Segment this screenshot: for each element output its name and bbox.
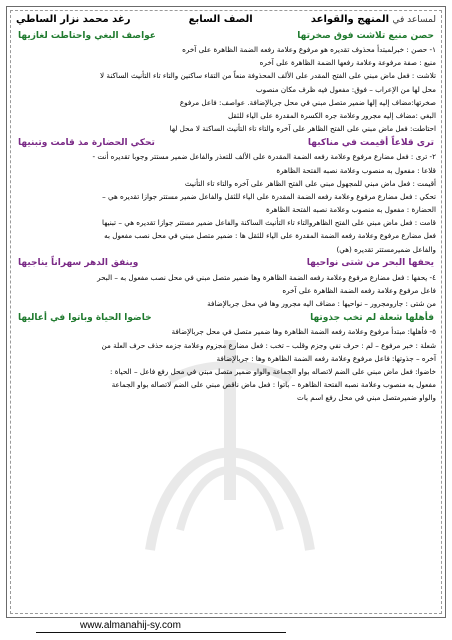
subject-small: لمساعد في (392, 14, 436, 25)
section-3 (12, 271, 440, 311)
verse-2-right: ترى قلاعاً أقيمت في مناكبها (307, 137, 434, 148)
verse-2 (12, 135, 440, 150)
text-line: صخرتها:مضاف إليه إلها ضمير متصل مبني في محل جربالإضافة. عواصف: فاعل مرفوع (179, 97, 436, 107)
verse-3 (12, 256, 440, 271)
text-line: محل لها من الإعراب – فوق: مفعول فيه ظرف مكان منصوب (255, 84, 436, 94)
verse-4-left: خاضوا الحياة وباتوا في أعاليها (18, 312, 152, 323)
text-line: من شتى : جارومجرور – نواحيها : مضاف اليه مجرور وها في محل جربالإضافة (207, 299, 436, 309)
footer-url[interactable]: www.almanahij-sy.com (80, 620, 181, 631)
text-line: قلاعا : مفعول به منصوب وعلامة نصبه الفتحة الظاهرة (276, 165, 436, 175)
text-line: والفاعل ضميرمستتر تقديره (هي) (336, 244, 436, 254)
text-line: قامت : فعل ماض مبني على الفتح الظاهروالتاء تاء التأنيث الساكنة والفاعل ضمير مستتر جوازا تقديره هي – تبنيها (102, 218, 436, 228)
section-2 (12, 150, 440, 256)
verse-4-right: فأهلها شعلة لم تخب جذوتها (310, 312, 434, 323)
text-line: منيع : صفة مرفوعة وعلامة رفعها الضمة الظاهرة على آخره (259, 58, 436, 68)
text-line: فعل مضارع مرفوع وعلامة رفعه الضمة المقدرة على الياء للثقل ها : ضمير متصل مبني في محل نصب مفعول به (104, 231, 436, 241)
text-line: مفعول به منصوب وعلامة نصبه الفتحة الظاهرة – باتوا : فعل ماض ناقص مبني على الضم لاتصاله بواو الجماعة (111, 380, 436, 390)
subject-main: المنهج والقواعد (310, 13, 390, 25)
section-4 (12, 325, 440, 404)
text-line: ٤- يحفها : فعل مضارع مرفوع وعلامة رفعه الضمة الظاهرة وها ضمير متصل مبني في محل نصب مفعول به – البحر (97, 272, 436, 282)
text-line: خاضوا: فعل ماض مبني على الضم لاتصاله بواو الجماعة والواو ضمير متصل مبني في محل رفع فاعل – الحياة : (110, 366, 436, 376)
text-line: البغي :مضاف إليه مجرور وعلامة جره الكسرة المقدرة على الياء للثقل (227, 110, 436, 120)
content (12, 10, 440, 405)
footer-divider (36, 632, 286, 633)
text-line: فاعل مرفوع وعلامة رفعه الضمة الظاهرة على آخره (282, 286, 436, 295)
text-line: آخره – جذوتها: فاعل مرفوع وعلامة رفعه الضمة الظاهرة وها : جربالإضافة (216, 353, 436, 363)
text-line: ٥- فأهلها: مبتدأ مرفوع وعلامة رفعه الضمة الظاهرة وها ضمير متصل في محل جربالإضافة (171, 327, 436, 337)
author-name: رغد محمد نزار الساطي (16, 13, 131, 25)
text-line: أقيمت : فعل ماض مبني للمجهول مبني على الفتح الظاهر على آخره والتاء تاء التأنيث (184, 178, 436, 188)
verse-3-right: يحفها البحر من شتى نواحيها (306, 258, 434, 269)
grade-label: الصف السابع (188, 13, 253, 25)
text-line: شعلة : خبر مرفوع – لم : حرف نفي وجزم وقلب – تخب : فعل مضارع مجزوم وعلامة جزمه حذف حرف العلة من (101, 340, 436, 350)
verse-1-right: حصن منيع تلاشت فوق صخرتها (297, 30, 434, 41)
text-line: ٢- ترى : فعل مضارع مرفوع وعلامة رفعه الضمة المقدرة على الألف للتعذر والفاعل ضمير مستتر وجوبا تقديره أنت - (92, 152, 436, 162)
text-line: والواو ضميرمتصل مبني في محل رفع اسم بات (297, 393, 436, 403)
text-line: احتاطت: فعل ماض مبني على الفتح الظاهر على آخره والتاء تاء التأنيث الساكنة لا محل لها (169, 124, 436, 134)
section-1 (12, 43, 440, 135)
text-line: ١- حصن : خبرلمبتدأ محذوف تقديره هو مرفوع وعلامة رفعه الضمة الظاهرة على آخره (182, 45, 436, 54)
verse-4 (12, 310, 440, 325)
verse-1-left: عواصف البغي واحتاطت لغازيها (18, 30, 156, 41)
text-line: تلاشت : فعل ماض مبني على الفتح المقدر على الألف المحذوفة منعاً من التقاء ساكنين والتاء تاء التأنيث الساكنة لا (100, 71, 436, 81)
page-header (12, 10, 440, 28)
subject-title (311, 14, 436, 25)
verse-1 (12, 28, 440, 43)
text-line: الحضارة : مفعول به منصوب وعلامة نصبه الفتحة الظاهرة (266, 205, 436, 215)
text-line: تحكي : فعل مضارع مرفوع وعلامة رفعه الضمة المقدرة على الياء للثقل والفاعل ضمير مستتر جوازا تقديره هي – (102, 191, 436, 201)
verse-3-left: وينفق الدهر سهراناً يناجيها (18, 258, 139, 269)
verse-2-left: تحكي الحضارة مذ قامت وتبنيها (18, 137, 155, 148)
